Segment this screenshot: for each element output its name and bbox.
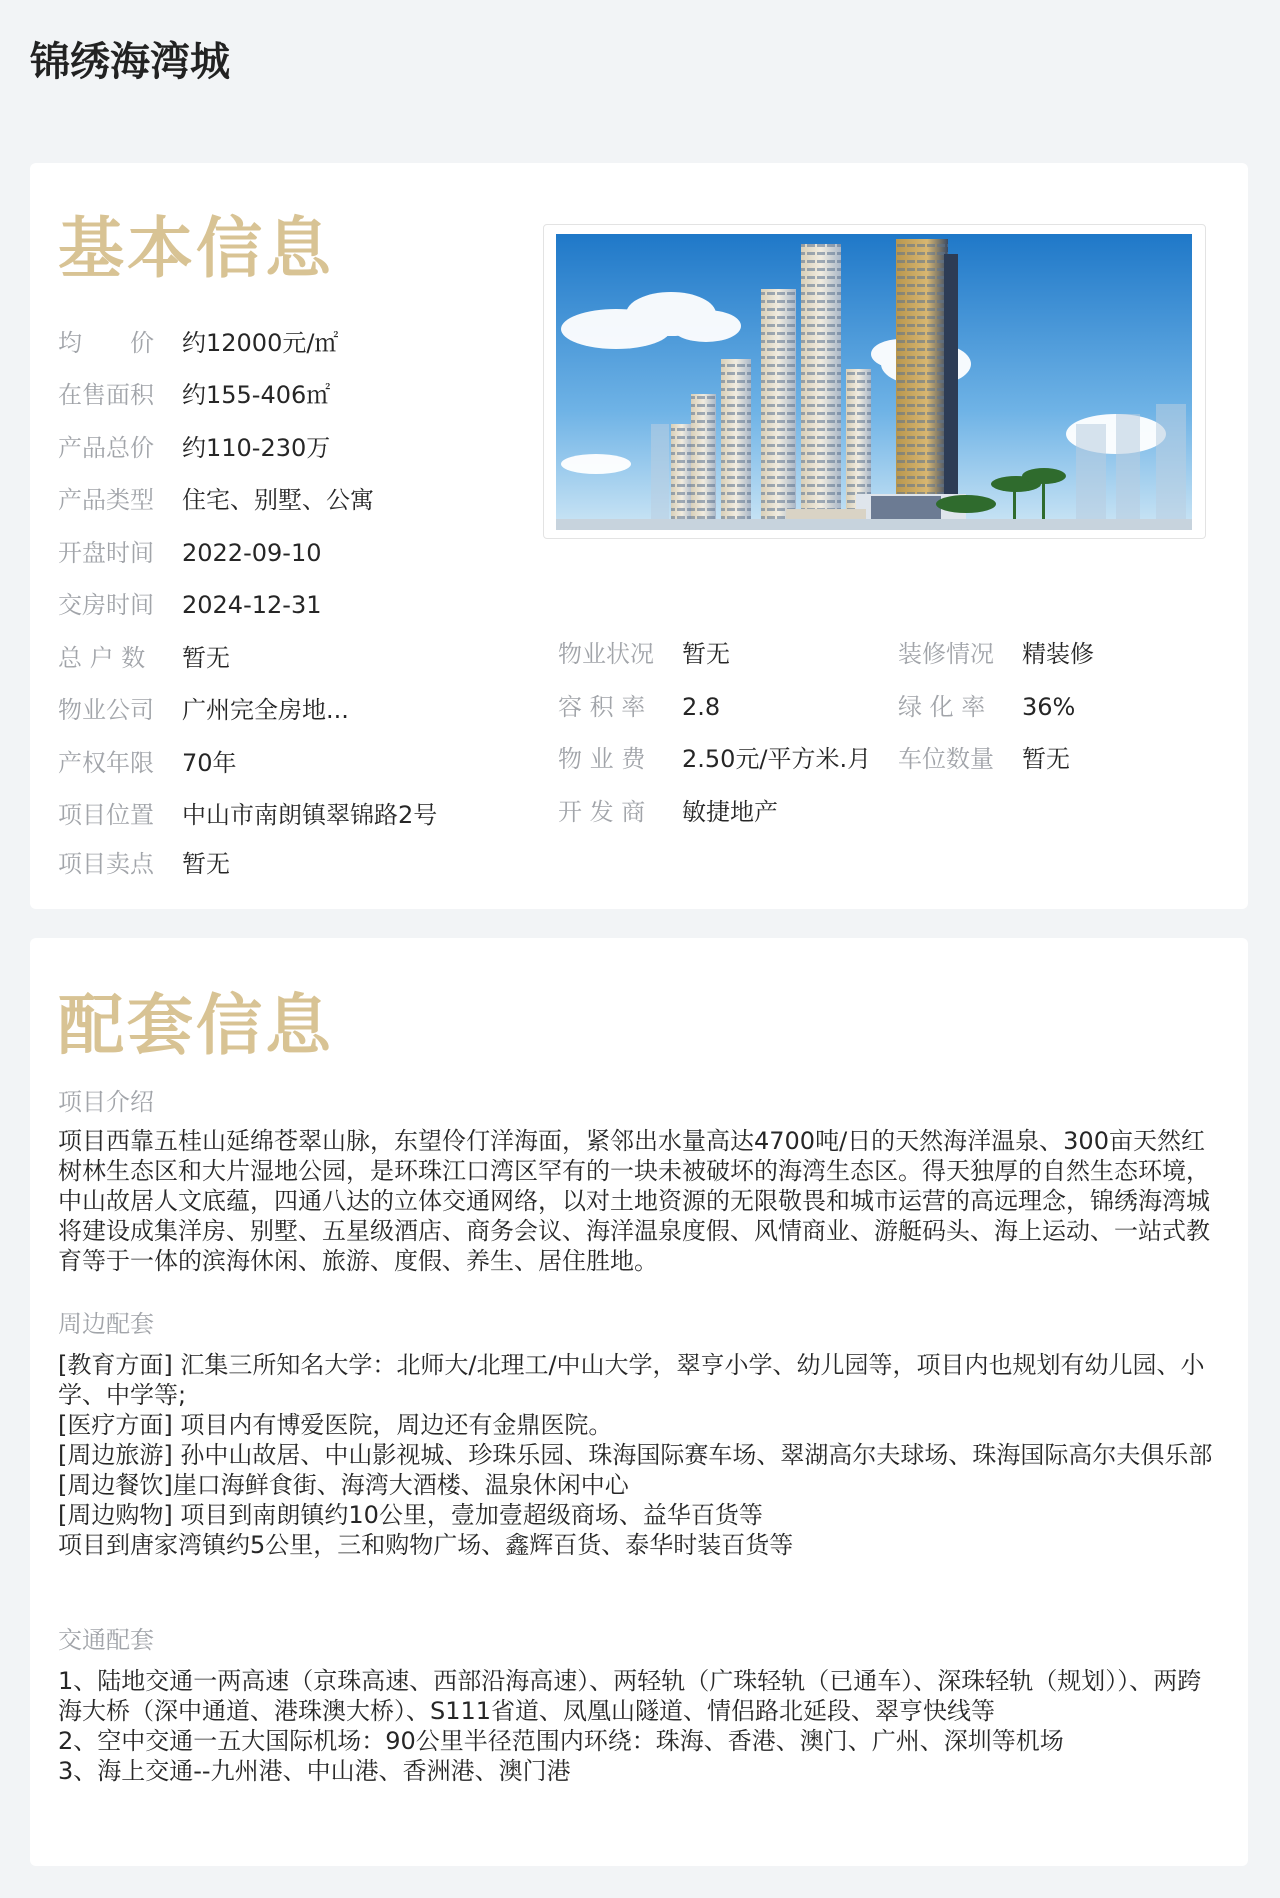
info-value: 约155-406㎡: [182, 381, 331, 409]
info-label: 物 业 费: [558, 745, 646, 773]
surround-list: [58, 1350, 1218, 1560]
info-label: 容 积 率: [558, 693, 646, 721]
info-value: 2.50元/平方米.月: [682, 745, 872, 773]
info-label: 交房时间: [58, 591, 154, 619]
intro-paragraph: 项目西靠五桂山延绵苍翠山脉，东望伶仃洋海面，紧邻出水量高达4700吨/日的天然海洋温泉、300亩天然红树林生态区和大片湿地公园，是环珠江口湾区罕有的一块未被破坏的海湾生态区。得天独厚的自然生态环境，中山故居人文底蕴，四通八达的立体交通网络，以对土地资源的无限敬畏和城市运营的高远理念，锦绣海湾城将建设成集洋房、别墅、五星级酒店、商务会议、海洋温泉度假、风情商业、游艇码头、海上运动、一站式教育等于一体的滨海休闲、旅游、度假、养生、居住胜地。: [58, 1127, 1210, 1275]
traffic-line: 2、空中交通一五大国际机场：90公里半径范围内环绕：珠海、香港、澳门、广州、深圳等机场: [58, 1727, 1064, 1755]
info-row: [58, 799, 437, 831]
info-row: [558, 796, 778, 828]
surround-line: [周边购物] 项目到南朗镇约10公里，壹加壹超级商场、益华百货等: [58, 1501, 763, 1529]
info-value: 广州完全房地...: [182, 696, 349, 724]
info-value: 中山市南朗镇翠锦路2号: [182, 801, 438, 829]
info-row: [898, 638, 1094, 670]
intro-text: [58, 1126, 1218, 1276]
info-row: [58, 432, 330, 464]
traffic-line: 3、海上交通--九州港、中山港、香洲港、澳门港: [58, 1757, 571, 1785]
support-info-title: 配套信息: [58, 987, 334, 1064]
info-row: [58, 327, 338, 359]
info-value: 2022-09-10: [182, 539, 322, 567]
info-value: 暂无: [182, 644, 230, 672]
info-label: 产权年限: [58, 749, 154, 777]
info-value: 暂无: [682, 640, 730, 668]
info-row: [58, 589, 321, 621]
info-value: 2024-12-31: [182, 591, 322, 619]
info-row: [58, 484, 374, 516]
surround-line: [医疗方面] 项目内有博爱医院，周边还有金鼎医院。: [58, 1411, 613, 1439]
info-row: [558, 743, 871, 775]
surround-line: [周边餐饮]崖口海鲜食街、海湾大酒楼、温泉休闲中心: [58, 1471, 629, 1499]
info-label: 产品类型: [58, 486, 154, 514]
info-row: [58, 747, 237, 779]
traffic-heading: 交通配套: [58, 1626, 154, 1654]
info-value: 2.8: [682, 693, 721, 721]
info-row: [898, 743, 1070, 775]
info-label: 在售面积: [58, 381, 154, 409]
traffic-line: 1、陆地交通一两高速（京珠高速、西部沿海高速）、两轻轨（广珠轻轨（已通车）、深珠轻轨（规划））、两跨海大桥（深中通道、港珠澳大桥）、S111省道、凤凰山隧道、情侣路北延段、翠亨快线等: [58, 1667, 1202, 1725]
info-value: 约110-230万: [182, 434, 331, 462]
info-row: [898, 691, 1075, 723]
info-label: 开盘时间: [58, 539, 154, 567]
info-value: 70年: [182, 749, 237, 777]
traffic-list: [58, 1666, 1218, 1786]
info-value: 暂无: [1022, 745, 1070, 773]
info-label: 装修情况: [898, 640, 994, 668]
info-value: 住宅、别墅、公寓: [182, 486, 374, 514]
basic-info-card: [30, 163, 1248, 909]
info-label: 项目卖点: [58, 850, 154, 878]
info-row: [58, 379, 330, 411]
project-photo[interactable]: [556, 234, 1192, 530]
info-label: 开 发 商: [558, 798, 646, 826]
info-value: 约12000元/㎡: [182, 329, 339, 357]
surround-line: 项目到唐家湾镇约5公里，三和购物广场、鑫辉百货、泰华时装百货等: [58, 1531, 794, 1559]
info-row: [58, 537, 321, 569]
info-row: [558, 691, 720, 723]
info-label: 总 户 数: [58, 644, 146, 672]
info-row: [58, 642, 230, 674]
info-label: 绿 化 率: [898, 693, 986, 721]
info-label: 车位数量: [898, 745, 994, 773]
info-value: 暂无: [182, 850, 230, 878]
info-value: 36%: [1022, 693, 1076, 721]
info-value: 敏捷地产: [682, 798, 778, 826]
info-label: 物业公司: [58, 696, 154, 724]
info-row: [58, 848, 230, 880]
intro-heading: 项目介绍: [58, 1088, 154, 1116]
info-label: 物业状况: [558, 640, 654, 668]
info-row: [58, 694, 349, 726]
project-photo-frame[interactable]: [543, 224, 1206, 539]
info-row: [558, 638, 730, 670]
surround-line: [周边旅游] 孙中山故居、中山影视城、珍珠乐园、珠海国际赛车场、翠湖高尔夫球场、珠海国际高尔夫俱乐部: [58, 1441, 1213, 1469]
page-title: 锦绣海湾城: [30, 39, 230, 85]
info-label: 均 价: [58, 329, 154, 357]
info-label: 产品总价: [58, 434, 154, 462]
basic-info-title: 基本信息: [58, 210, 334, 287]
info-label: 项目位置: [58, 801, 154, 829]
surround-heading: 周边配套: [58, 1310, 154, 1338]
info-value: 精装修: [1022, 640, 1094, 668]
support-info-card: [30, 938, 1248, 1866]
surround-line: [教育方面] 汇集三所知名大学：北师大/北理工/中山大学，翠亨小学、幼儿园等，项目内也规划有幼儿园、小学、中学等;: [58, 1351, 1205, 1409]
